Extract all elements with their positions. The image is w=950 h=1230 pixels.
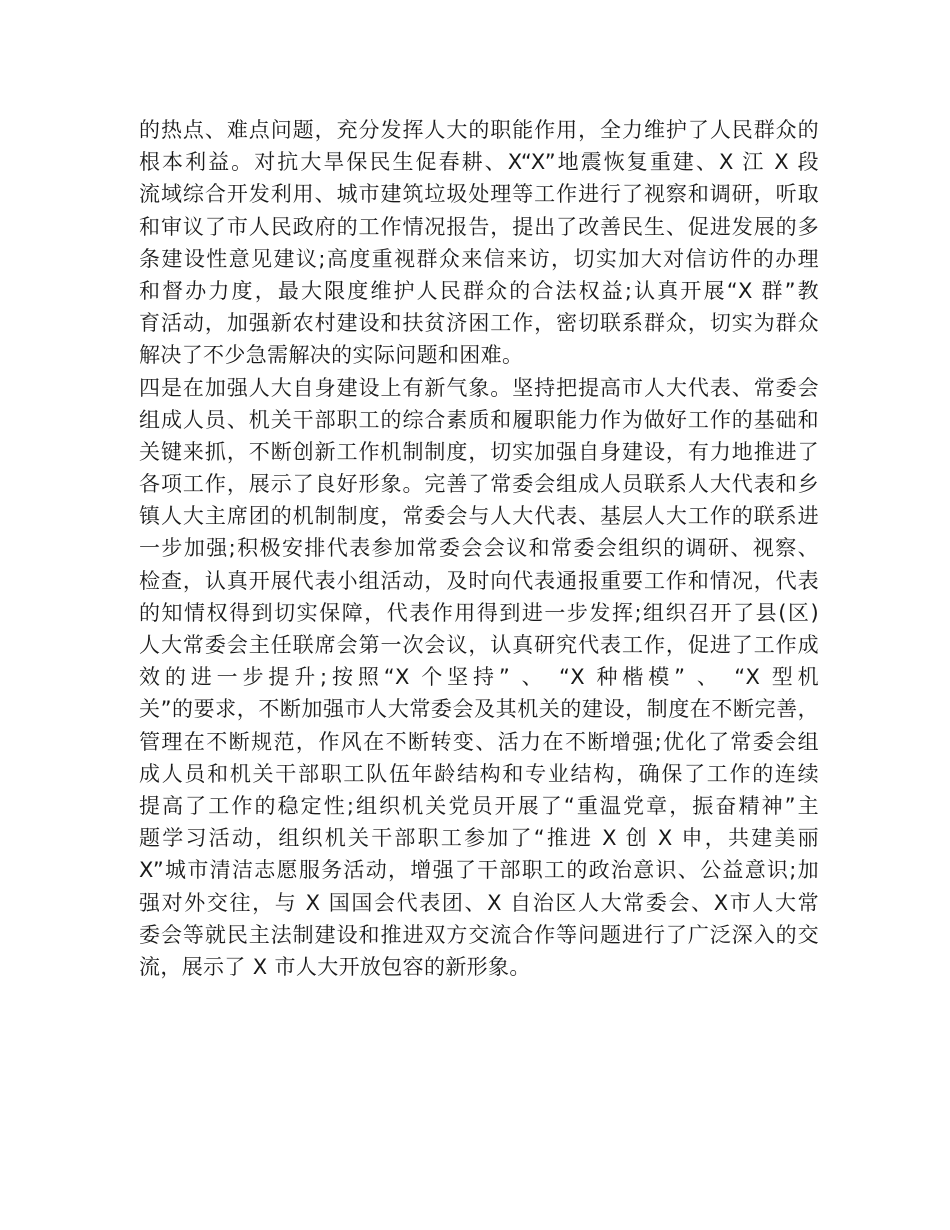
text-line: 检查，认真开展代表小组活动，及时向代表通报重要工作和情况，代表 <box>139 568 819 593</box>
text-line: 效的进一步提升;按照“X 个坚持” 、 “X 种楷模” 、 “X 型机 <box>139 665 819 690</box>
text-line: 育活动，加强新农村建设和扶贫济困工作，密切联系群众，切实为群众 <box>139 311 819 336</box>
text-line: 流域综合开发利用、城市建筑垃圾处理等工作进行了视察和调研，听取 <box>139 182 819 207</box>
text-line: 的知情权得到切实保障，代表作用得到进一步发挥;组织召开了县(区) <box>139 600 819 625</box>
text-line: 和审议了市人民政府的工作情况报告，提出了改善民生、促进发展的多 <box>139 214 819 239</box>
text-line: 委会等就民主法制建设和推进双方交流合作等问题进行了广泛深入的交 <box>139 922 819 947</box>
body-text <box>139 114 819 983</box>
text-line: 成人员和机关干部职工队伍年龄结构和专业结构，确保了工作的连续 <box>139 761 819 786</box>
text-line: 管理在不断规范，作风在不断转变、活力在不断增强;优化了常委会组 <box>139 729 819 754</box>
text-line: 关键来抓，不断创新工作机制制度，切实加强自身建设，有力地推进了 <box>139 439 819 464</box>
text-line: 的热点、难点问题，充分发挥人大的职能作用，全力维护了人民群众的 <box>139 118 819 142</box>
text-line: 根本利益。对抗大旱保民生促春耕、X“X”地震恢复重建、X 江 X 段 <box>139 150 819 175</box>
text-line: 关”的要求，不断加强市人大常委会及其机关的建设，制度在不断完善， <box>139 697 819 722</box>
text-line: 一步加强;积极安排代表参加常委会会议和常委会组织的调研、视察、 <box>139 536 819 561</box>
text-line: 流，展示了 X 市人大开放包容的新形象。 <box>139 954 531 979</box>
text-line: X”城市清洁志愿服务活动，增强了干部职工的政治意识、公益意识;加 <box>139 858 819 883</box>
text-line: 各项工作，展示了良好形象。完善了常委会组成人员联系人大代表和乡 <box>139 472 819 497</box>
text-line: 题学习活动，组织机关干部职工参加了“推进 X 创 X 申，共建美丽 <box>139 826 819 851</box>
text-line: 强对外交往，与 X 国国会代表团、X 自治区人大常委会、X市人大常 <box>139 890 819 915</box>
text-line: 组成人员、机关干部职工的综合素质和履职能力作为做好工作的基础和 <box>139 407 819 432</box>
text-line: 人大常委会主任联席会第一次会议，认真研究代表工作，促进了工作成 <box>139 633 819 657</box>
text-line: 四是在加强人大自身建设上有新气象。坚持把提高市人大代表、常委会 <box>139 375 819 400</box>
text-line: 镇人大主席团的机制制度，常委会与人大代表、基层人大工作的联系进 <box>139 504 819 529</box>
text-line: 提高了工作的稳定性;组织机关党员开展了“重温党章，振奋精神”主 <box>139 793 819 818</box>
text-line: 解决了不少急需解决的实际问题和困难。 <box>139 343 524 368</box>
text-line: 条建设性意见建议;高度重视群众来信来访，切实加大对信访件的办理 <box>139 246 819 271</box>
text-line: 和督办力度，最大限度维护人民群众的合法权益;认真开展“X 群”教 <box>139 278 819 303</box>
